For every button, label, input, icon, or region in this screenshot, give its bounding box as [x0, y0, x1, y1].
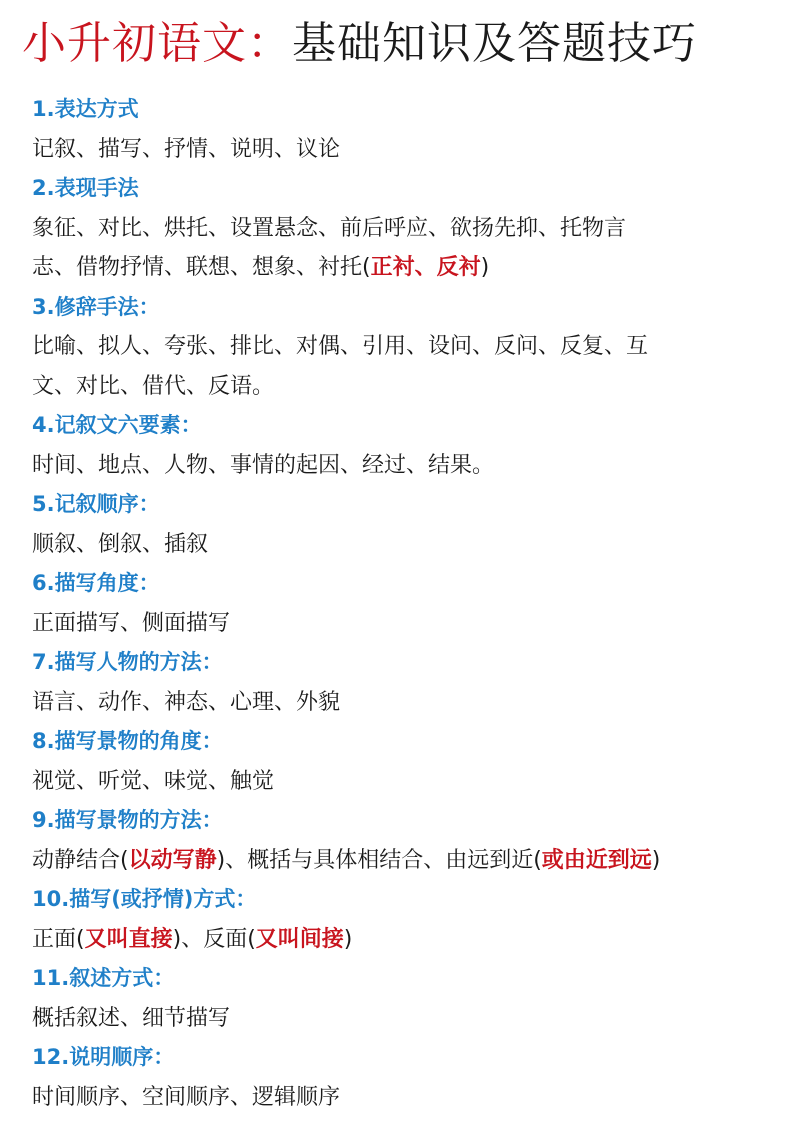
body-text: )	[343, 926, 353, 952]
body-text: 象征、对比、烘托、设置悬念、前后呼应、欲扬先抑、托物言	[32, 215, 627, 241]
section-heading: 6.描写角度：	[32, 571, 160, 595]
body-text: 概括叙述、细节描写	[32, 1005, 231, 1031]
section-heading: 11.叙述方式：	[32, 966, 175, 990]
section-body-line	[32, 367, 772, 407]
highlight-text: 正衬、反衬	[370, 255, 481, 280]
section-body-line	[32, 604, 772, 644]
section-body-line	[32, 130, 772, 170]
highlight-text: 或由近到远	[541, 847, 652, 873]
body-text: 语言、动作、神态、心理、外貌	[32, 689, 341, 715]
section-heading: 3.修辞手法：	[32, 294, 160, 319]
section-heading: 12.说明顺序：	[32, 1045, 175, 1069]
body-text: 比喻、拟人、夸张、排比、对偶、引用、设问、反问、反复、互	[32, 334, 649, 359]
section-heading: 7.描写人物的方法：	[32, 650, 223, 674]
knowledge-list	[32, 90, 772, 1117]
section-body-line	[32, 1078, 772, 1118]
body-text: 视觉、听觉、味觉、触觉	[32, 768, 275, 794]
section-heading: 10.描写(或抒情)方式：	[32, 887, 257, 911]
section-body-line	[32, 248, 772, 288]
body-text: )	[651, 847, 661, 873]
section-heading: 5.记叙顺序：	[32, 492, 160, 516]
highlight-text: 以动写静	[128, 847, 217, 873]
section-body-line	[32, 999, 772, 1039]
body-text: 正面描写、侧面描写	[32, 610, 231, 636]
title-red-part: 小升初语文：	[22, 18, 292, 69]
section-body-line	[32, 920, 772, 960]
section-body-line	[32, 209, 772, 249]
highlight-text: 又叫间接	[255, 926, 344, 952]
page-title	[22, 12, 782, 76]
section-body-line	[32, 841, 772, 881]
section-body-line	[32, 762, 772, 802]
body-text: 正面(	[32, 926, 85, 952]
section-body-line	[32, 525, 772, 565]
section-heading: 2.表现手法	[32, 176, 139, 200]
section-body-line	[32, 446, 772, 486]
body-text: 文、对比、借代、反语。	[32, 373, 275, 399]
body-text: 顺叙、倒叙、插叙	[32, 531, 209, 557]
body-text: 时间、地点、人物、事情的起因、经过、结果。	[32, 452, 495, 478]
section-heading: 9.描写景物的方法：	[32, 808, 223, 832]
body-text: )、反面(	[172, 926, 256, 952]
section-heading: 1.表达方式	[32, 97, 139, 121]
highlight-text: 又叫直接	[84, 926, 173, 952]
body-text: )、概括与具体相结合、由远到近(	[216, 847, 542, 873]
body-text: 时间顺序、空间顺序、逻辑顺序	[32, 1084, 341, 1110]
body-text: 志、借物抒情、联想、想象、衬托(	[32, 255, 371, 280]
title-black-part: 基础知识及答题技巧	[292, 18, 697, 69]
section-body-line	[32, 683, 772, 723]
section-body-line	[32, 327, 772, 367]
body-text: )	[480, 255, 490, 280]
section-heading: 8.描写景物的角度：	[32, 729, 223, 753]
body-text: 动静结合(	[32, 847, 129, 873]
section-heading: 4.记叙文六要素：	[32, 413, 202, 437]
body-text: 记叙、描写、抒情、说明、议论	[32, 136, 341, 162]
